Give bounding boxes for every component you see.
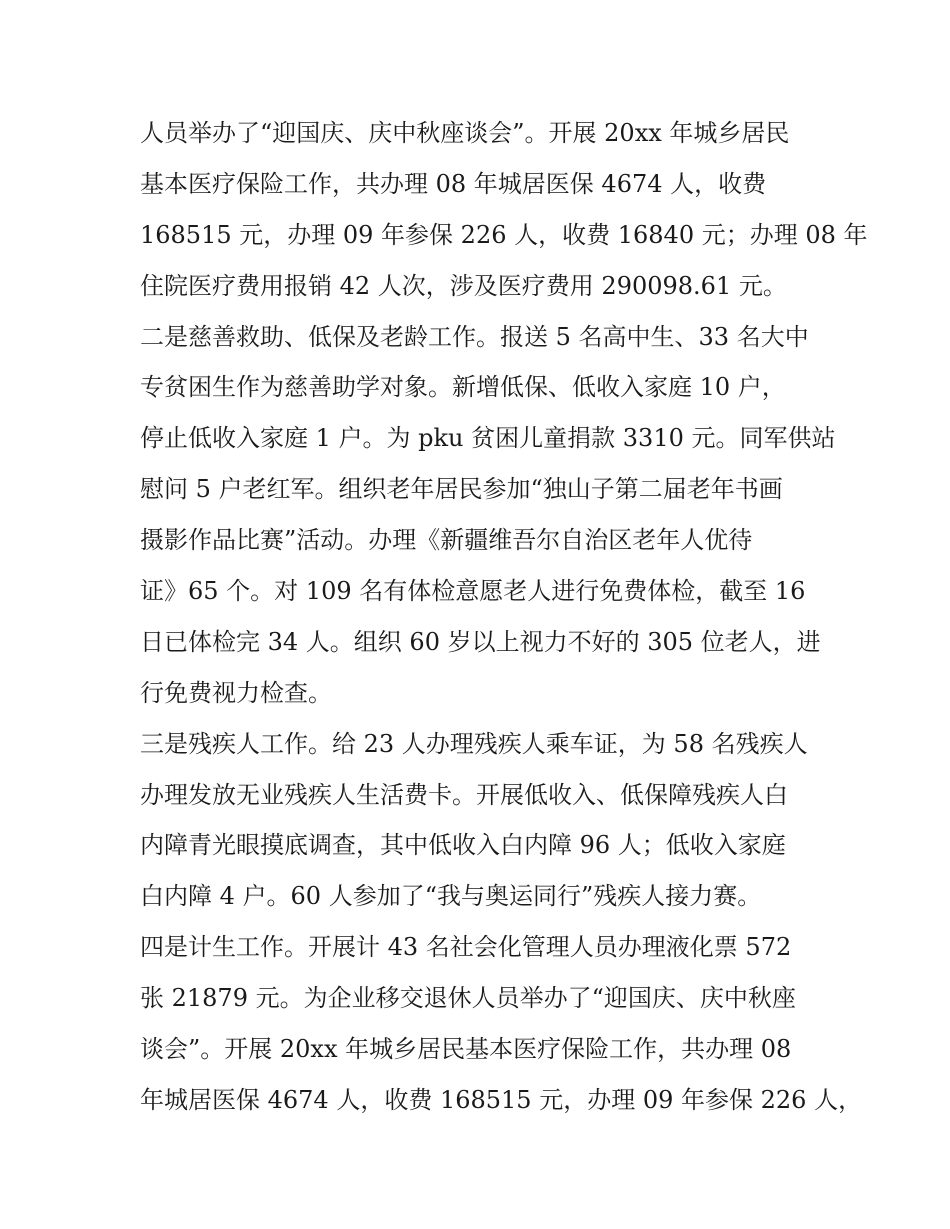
text-line: 行免费视力检查。 xyxy=(140,678,332,707)
text-line: 停止低收入家庭 1 户。为 pku 贫困儿童捐款 3310 元。同军供站 xyxy=(140,424,836,453)
text-line: 基本医疗保险工作，共办理 08 年城居医保 4674 人，收费 xyxy=(140,169,767,198)
text-line: 专贫困生作为慈善助学对象。新增低保、低收入家庭 10 户， xyxy=(140,373,786,402)
text-line: 二是慈善救助、低保及老龄工作。报送 5 名高中生、33 名大中 xyxy=(140,322,809,351)
text-line: 人员举办了“迎国庆、庆中秋座谈会”。开展 20xx 年城乡居民 xyxy=(140,119,790,147)
text-line: 张 21879 元。为企业移交退休人员举办了“迎国庆、庆中秋座 xyxy=(140,984,796,1013)
text-line: 慰问 5 户老红军。组织老年居民参加“独山子第二届老年书画 xyxy=(140,475,783,504)
text-line: 办理发放无业残疾人生活费卡。开展低收入、低保障残疾人白 xyxy=(140,780,788,809)
text-line: 四是计生工作。开展计 43 名社会化管理人员办理液化票 572 xyxy=(140,933,792,962)
text-line: 谈会”。开展 20xx 年城乡居民基本医疗保险工作，共办理 08 xyxy=(140,1035,792,1064)
text-line: 白内障 4 户。60 人参加了“我与奥运同行”残疾人接力赛。 xyxy=(140,882,762,911)
text-line: 三是残疾人工作。给 23 人办理残疾人乘车证，为 58 名残疾人 xyxy=(140,729,808,758)
text-line: 日已体检完 34 人。组织 60 岁以上视力不好的 305 位老人，进 xyxy=(140,627,821,656)
text-line: 住院医疗费用报销 42 人次，涉及医疗费用 290098.61 元。 xyxy=(140,271,787,300)
text-line: 168515 元，办理 09 年参保 226 人，收费 16840 元；办理 08 年 xyxy=(140,220,868,249)
text-line: 内障青光眼摸底调查，其中低收入白内障 96 人；低收入家庭 xyxy=(140,831,786,860)
text-line: 摄影作品比赛”活动。办理《新疆维吾尔自治区老年人优待 xyxy=(140,526,753,555)
text-line: 年城居医保 4674 人，收费 168515 元，办理 09 年参保 226 人， xyxy=(140,1085,863,1114)
text-line: 证》65 个。对 109 名有体检意愿老人进行免费体检，截至 16 xyxy=(140,577,806,606)
body-text xyxy=(140,108,868,1126)
